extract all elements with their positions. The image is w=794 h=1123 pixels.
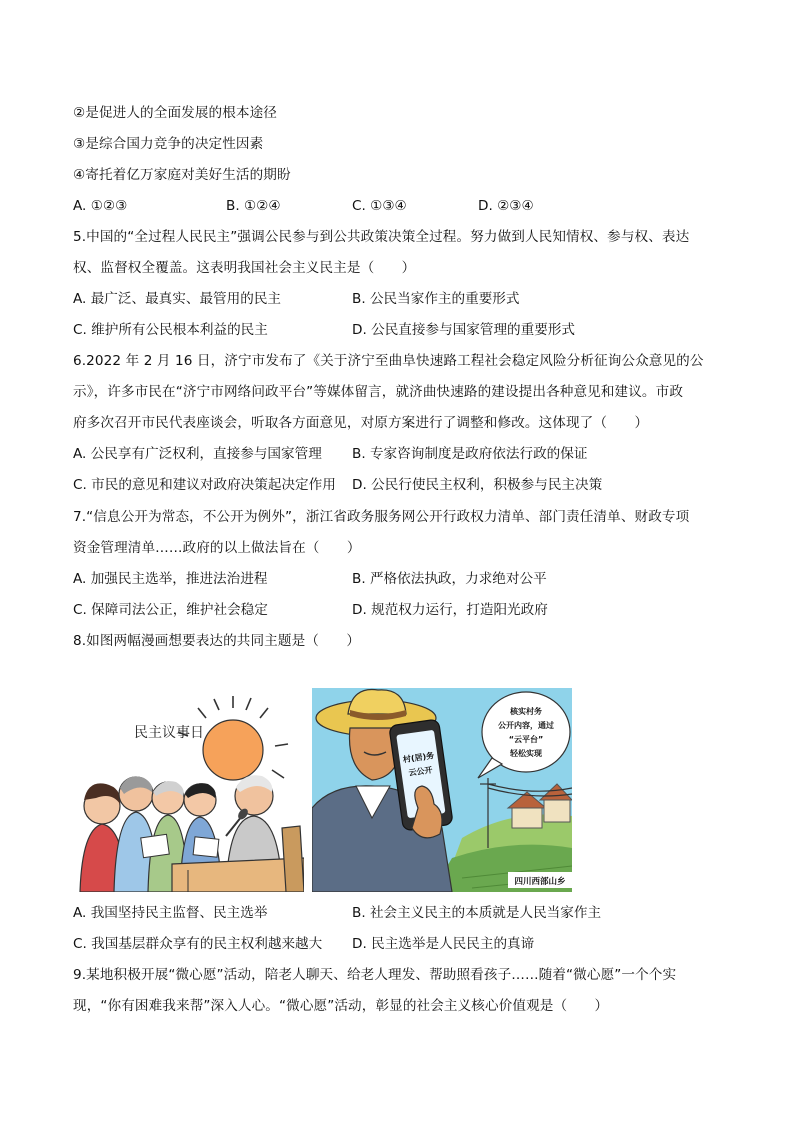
q7-option-c[interactable]: C. 保障司法公正，维护社会稳定	[73, 602, 268, 618]
q8-option-d[interactable]: D. 民主选举是人民民主的真谛	[352, 936, 535, 952]
q6-option-c[interactable]: C. 市民的意见和建议对政府决策起决定作用	[73, 477, 336, 493]
q6-option-d[interactable]: D. 公民行使民主权利，积极参与民主决策	[352, 477, 603, 493]
q5-option-a[interactable]: A. 最广泛、最真实、最管用的民主	[73, 291, 282, 307]
q5-option-b[interactable]: B. 公民当家作主的重要形式	[352, 291, 520, 307]
cartoon-cloud-drawing	[312, 688, 572, 892]
bubble-line-2: 公开内容，通过	[498, 721, 554, 730]
q9-stem-line-1: 9.某地积极开展“微心愿”活动，陪老人聊天、给老人理发、帮助照看孩子……随着“微心愿”一个个实	[73, 967, 677, 983]
q4-option-b[interactable]: B. ①②④	[226, 198, 281, 214]
q4-option-a[interactable]: A. ①②③	[73, 198, 128, 214]
q7-stem-line-2: 资金管理清单……政府的以上做法旨在（ ）	[73, 540, 361, 556]
statement-2: ②是促进人的全面发展的根本途径	[73, 105, 277, 121]
cartoon1-title: 民主议事日	[134, 725, 204, 741]
q5-option-c[interactable]: C. 维护所有公民根本利益的民主	[73, 322, 268, 338]
cartoon-meeting-drawing	[76, 688, 304, 892]
q6-option-b[interactable]: B. 专家咨询制度是政府依法行政的保证	[352, 446, 588, 462]
q6-stem-line-1: 6.2022 年 2 月 16 日，济宁市发布了《关于济宁至曲阜快速路工程社会稳定风险分析征询公众意见的公	[73, 353, 704, 369]
bubble-line-3: “云平台”	[508, 735, 544, 744]
q7-option-d[interactable]: D. 规范权力运行，打造阳光政府	[352, 602, 548, 618]
q8-option-c[interactable]: C. 我国基层群众享有的民主权利越来越大	[73, 936, 323, 952]
statement-4: ④寄托着亿万家庭对美好生活的期盼	[73, 167, 291, 183]
cartoon-democratic-meeting	[76, 688, 304, 892]
q6-stem-line-2: 示》，许多市民在“济宁市网络问政平台”等媒体留言，就济曲快速路的建设提出各种意见和建议。市政	[73, 384, 684, 400]
q7-option-b[interactable]: B. 严格依法执政，力求绝对公平	[352, 571, 547, 587]
q6-stem-line-3: 府多次召开市民代表座谈会，听取各方面意见，对原方案进行了调整和修改。这体现了（ ）	[73, 415, 649, 431]
q5-stem-line-2: 权、监督权全覆盖。这表明我国社会主义民主是（ ）	[73, 260, 416, 276]
q4-option-c[interactable]: C. ①③④	[352, 198, 407, 214]
q8-stem: 8.如图两幅漫画想要表达的共同主题是（ ）	[73, 633, 361, 649]
cartoon2-caption: 四川西部山乡	[514, 877, 566, 887]
q7-stem-line-1: 7.“信息公开为常态，不公开为例外”，浙江省政务服务网公开行政权力清单、部门责任清单、财政专项	[73, 509, 690, 525]
q6-option-a[interactable]: A. 公民享有广泛权利，直接参与国家管理	[73, 446, 322, 462]
statement-3: ③是综合国力竞争的决定性因素	[73, 136, 264, 152]
q4-option-d[interactable]: D. ②③④	[478, 198, 534, 214]
cartoon-village-cloud-disclosure	[312, 688, 572, 892]
bubble-line-4: 轻松实现	[510, 749, 542, 758]
phone-text-line-1: 村(居)务	[402, 751, 435, 765]
q8-option-b[interactable]: B. 社会主义民主的本质就是人民当家作主	[352, 905, 602, 921]
q9-stem-line-2: 现，“你有困难我来帮”深入人心。“微心愿”活动，彰显的社会主义核心价值观是（ ）	[73, 998, 609, 1014]
q8-option-a[interactable]: A. 我国坚持民主监督、民主选举	[73, 905, 268, 921]
q7-option-a[interactable]: A. 加强民主选举，推进法治进程	[73, 571, 268, 587]
q5-stem-line-1: 5.中国的“全过程人民民主”强调公民参与到公共政策决策全过程。努力做到人民知情权、参与权、表达	[73, 229, 690, 245]
phone-text-line-2: 云公开	[408, 765, 434, 778]
q5-option-d[interactable]: D. 公民直接参与国家管理的重要形式	[352, 322, 576, 338]
bubble-line-1: 核实村务	[510, 707, 542, 716]
